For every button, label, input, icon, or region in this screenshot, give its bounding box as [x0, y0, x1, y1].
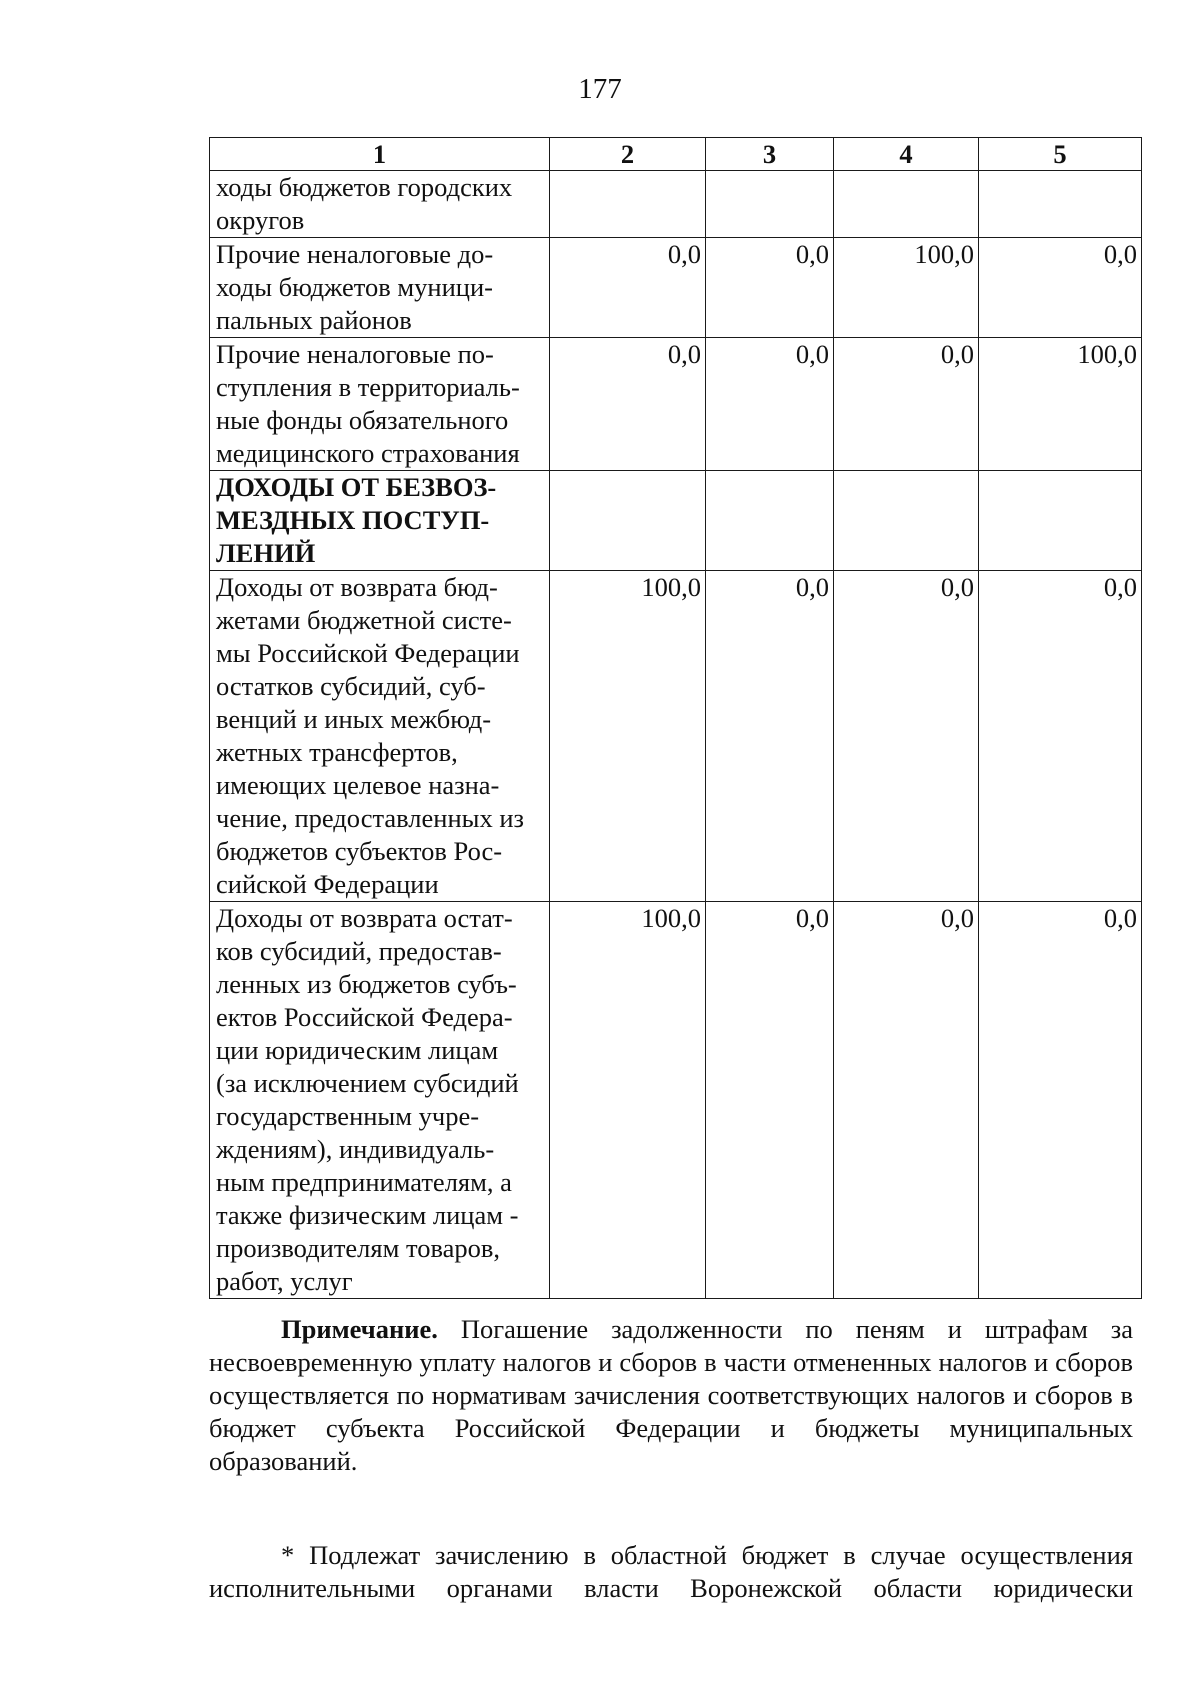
description-line: Доходы от возврата остат-	[216, 903, 513, 933]
note-paragraph	[209, 1313, 1133, 1478]
row-description	[210, 238, 550, 338]
value-cell: 100,0	[550, 902, 706, 1299]
value-cell	[834, 471, 979, 571]
table-row	[210, 471, 1142, 571]
note-label: Примечание.	[281, 1314, 438, 1344]
value-cell	[979, 471, 1142, 571]
value-cell: 0,0	[706, 571, 834, 902]
table-row	[210, 338, 1142, 471]
description-line: жетами бюджетной систе-	[216, 605, 512, 635]
value-cell	[834, 171, 979, 238]
row-description	[210, 902, 550, 1299]
description-line: венций и иных межбюд-	[216, 704, 492, 734]
description-line: ждениям), индивидуаль-	[216, 1134, 495, 1164]
budget-table	[209, 137, 1142, 1299]
column-header: 4	[834, 138, 979, 171]
value-cell: 0,0	[979, 902, 1142, 1299]
value-cell: 0,0	[979, 238, 1142, 338]
value-cell	[706, 171, 834, 238]
description-line: ходы бюджетов муници-	[216, 272, 493, 302]
value-cell: 0,0	[834, 902, 979, 1299]
description-line: работ, услуг	[216, 1266, 353, 1296]
value-cell: 0,0	[550, 338, 706, 471]
column-header: 2	[550, 138, 706, 171]
table-row	[210, 902, 1142, 1299]
description-line: ДОХОДЫ ОТ БЕЗВОЗ-	[216, 472, 497, 502]
description-line: мы Российской Федерации	[216, 638, 520, 668]
description-line: ЛЕНИЙ	[216, 538, 316, 568]
footnote-text: * Подлежат зачислению в областной бюджет в случае осуществления исполнительными органами власти Воронежской области юридически	[209, 1540, 1133, 1603]
value-cell: 0,0	[706, 902, 834, 1299]
table-row	[210, 571, 1142, 902]
description-line: также физическим лицам -	[216, 1200, 519, 1230]
description-line: медицинского страхования	[216, 438, 520, 468]
table-header-row	[210, 138, 1142, 171]
value-cell: 0,0	[834, 571, 979, 902]
value-cell: 100,0	[550, 571, 706, 902]
column-header: 5	[979, 138, 1142, 171]
description-line: имеющих целевое назна-	[216, 770, 500, 800]
description-line: пальных районов	[216, 305, 412, 335]
description-line: Прочие неналоговые до-	[216, 239, 494, 269]
description-line: ектов Российской Федера-	[216, 1002, 513, 1032]
description-line: Прочие неналоговые по-	[216, 339, 494, 369]
value-cell	[706, 471, 834, 571]
description-line: ков субсидий, предостав-	[216, 936, 502, 966]
description-line: ные фонды обязательного	[216, 405, 509, 435]
description-line: жетных трансфертов,	[216, 737, 458, 767]
row-description	[210, 471, 550, 571]
value-cell: 100,0	[979, 338, 1142, 471]
value-cell: 100,0	[834, 238, 979, 338]
row-description	[210, 571, 550, 902]
note-text: Погашение задолженности по пеням и штрафам за несвоевременную уплату налогов и сборов в части отмененных налогов и сборов осуществляется по нормативам зачисления соответствующих налогов и сборов в бюджет субъекта Российской Федерации и бюджеты муниципальных образований.	[209, 1314, 1133, 1476]
description-line: ленных из бюджетов субъ-	[216, 969, 517, 999]
description-line: округов	[216, 205, 305, 235]
description-line: МЕЗДНЫХ ПОСТУП-	[216, 505, 490, 535]
footnote-paragraph	[209, 1539, 1133, 1605]
value-cell	[979, 171, 1142, 238]
description-line: государственным учре-	[216, 1101, 480, 1131]
column-header: 3	[706, 138, 834, 171]
description-line: чение, предоставленных из	[216, 803, 524, 833]
description-line: (за исключением субсидий	[216, 1068, 519, 1098]
value-cell	[550, 171, 706, 238]
value-cell: 0,0	[706, 238, 834, 338]
value-cell: 0,0	[706, 338, 834, 471]
table-row	[210, 238, 1142, 338]
row-description	[210, 171, 550, 238]
description-line: ным предпринимателям, а	[216, 1167, 512, 1197]
table-row	[210, 171, 1142, 238]
description-line: ходы бюджетов городских	[216, 172, 513, 202]
description-line: производителям товаров,	[216, 1233, 501, 1263]
description-line: ступления в территориаль-	[216, 372, 520, 402]
column-header: 1	[210, 138, 550, 171]
description-line: сийской Федерации	[216, 869, 439, 899]
page-number: 177	[578, 73, 622, 105]
value-cell: 0,0	[550, 238, 706, 338]
description-line: остатков субсидий, суб-	[216, 671, 486, 701]
value-cell: 0,0	[834, 338, 979, 471]
table-body	[210, 171, 1142, 1299]
description-line: ции юридическим лицам	[216, 1035, 499, 1065]
value-cell: 0,0	[979, 571, 1142, 902]
description-line: Доходы от возврата бюд-	[216, 572, 498, 602]
description-line: бюджетов субъектов Рос-	[216, 836, 503, 866]
row-description	[210, 338, 550, 471]
value-cell	[550, 471, 706, 571]
